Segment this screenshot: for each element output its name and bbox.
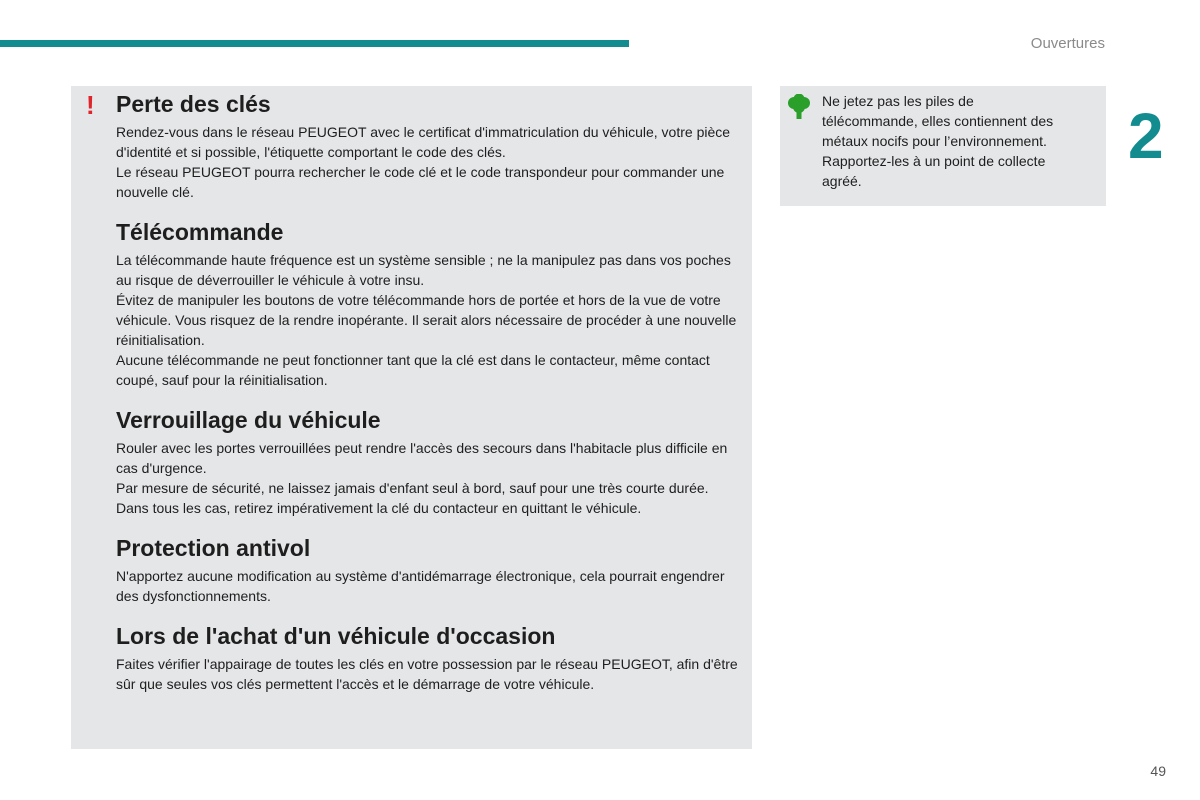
header-accent-bar bbox=[0, 40, 629, 47]
section-paragraph: Rouler avec les portes verrouillées peut rendre l'accès des secours dans l'habitacle plus difficile en cas d'urgence. bbox=[116, 440, 728, 476]
warning-icon: ! bbox=[86, 90, 95, 120]
section-heading: Perte des clés bbox=[116, 91, 271, 117]
section-paragraph: Dans tous les cas, retirez impérativement la clé du contacteur en quittant le véhicule. bbox=[116, 500, 642, 516]
section-paragraph: N'apportez aucune modification au système d'antidémarrage électronique, cela pourrait engendrer des dysfonctionnements. bbox=[116, 568, 725, 604]
section-paragraph: Rendez-vous dans le réseau PEUGEOT avec le certificat d'immatriculation du véhicule, votre pièce d'identité et si possible, l'étiquette comportant le code des clés. bbox=[116, 124, 731, 160]
section-heading: Lors de l'achat d'un véhicule d'occasion bbox=[116, 623, 556, 649]
section-paragraph: Par mesure de sécurité, ne laissez jamais d'enfant seul à bord, sauf pour une très courte durée. bbox=[116, 480, 709, 496]
section-title: Ouvertures bbox=[1030, 35, 1105, 52]
section-vehicle-locking bbox=[116, 404, 746, 518]
section-paragraph: La télécommande haute fréquence est un système sensible ; ne la manipulez pas dans vos poches au risque de déverrouiller le véhicule à votre insu. bbox=[116, 252, 731, 288]
section-paragraph: Faites vérifier l'appairage de toutes les clés en votre possession par le réseau PEUGEOT, afin d'être sûr que seules vos clés permettent l'accès et le démarrage de votre véhicule. bbox=[116, 656, 738, 692]
eco-note-text: Ne jetez pas les piles de télécommande, elles contiennent des métaux nocifs pour l’environnement. Rapportez-les à un point de collecte agréé. bbox=[822, 93, 1054, 189]
section-heading: Protection antivol bbox=[116, 535, 311, 561]
section-paragraph: Évitez de manipuler les boutons de votre télécommande hors de portée et hors de la vue de votre véhicule. Vous risquez de la rendre inopérante. Il serait alors nécessaire de procéder à une nouvelle réinitialisation. bbox=[116, 292, 737, 348]
section-paragraph: Aucune télécommande ne peut fonctionner tant que la clé est dans le contacteur, même contact coupé, sauf pour la réinitialisation. bbox=[116, 352, 710, 388]
section-remote-control bbox=[116, 216, 746, 390]
section-paragraph: Le réseau PEUGEOT pourra rechercher le code clé et le code transpondeur pour commander une nouvelle clé. bbox=[116, 164, 725, 200]
section-anti-theft bbox=[116, 532, 746, 606]
section-heading: Télécommande bbox=[116, 219, 284, 245]
warning-content bbox=[116, 88, 746, 694]
section-heading: Verrouillage du véhicule bbox=[116, 407, 381, 433]
section-lost-keys bbox=[116, 88, 746, 202]
chapter-number: 2 bbox=[1128, 100, 1164, 172]
tree-icon bbox=[787, 94, 811, 120]
page-number: 49 bbox=[1150, 763, 1166, 779]
section-used-vehicle bbox=[116, 620, 746, 694]
